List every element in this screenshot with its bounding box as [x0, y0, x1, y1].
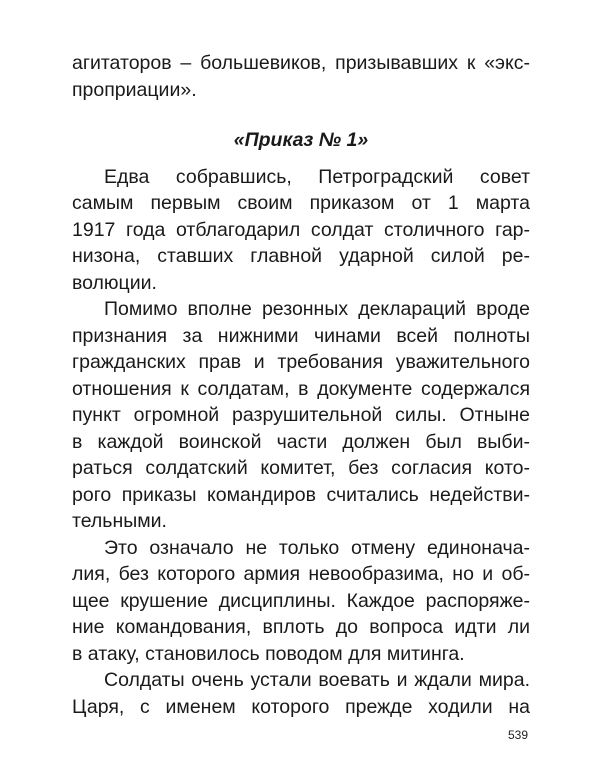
section-heading: «Приказ № 1»	[233, 129, 369, 151]
text-line: Помимо вполне резонных деклараций вроде	[104, 298, 530, 320]
text-line: в каждой воинской части должен был выби-	[72, 430, 530, 453]
paragraph	[72, 296, 530, 535]
text-line: признания за нижними чинами всей полноты	[72, 324, 530, 347]
text-line: проприации».	[72, 78, 197, 101]
page-number: 539	[507, 728, 528, 742]
text-line: раться солдатский комитет, без согласия кото-	[72, 457, 530, 479]
text-line: 1917 года отблагодарил солдат столичного гар-	[72, 218, 530, 241]
text-line: в атаку, становилось поводом для митинга.	[72, 642, 465, 665]
paragraph	[72, 667, 530, 720]
spacer	[72, 103, 530, 127]
page-body	[72, 50, 530, 720]
text-line: щее крушение дисциплины. Каждое распоряже-	[72, 589, 530, 612]
text-line: низона, ставших главной ударной силой ре-	[72, 245, 530, 267]
text-line: пункт огромной разрушительной силы. Отныне	[72, 404, 530, 426]
text-line: гражданских прав и требования уважительного	[72, 351, 530, 373]
text-line: Это означало не только отмену единонача-	[104, 536, 530, 559]
text-line: Солдаты очень устали воевать и ждали мира.	[104, 669, 530, 691]
text-line: Царя, с именем которого прежде ходили на	[72, 695, 530, 718]
text-line: тельными.	[72, 510, 167, 532]
text-line: Едва собравшись, Петроградский совет	[104, 165, 530, 188]
paragraph	[72, 164, 530, 297]
text-line: лия, без которого армия невообразима, но и об-	[72, 563, 530, 585]
intro-paragraph	[72, 50, 530, 103]
text-line: рого приказы командиров считались недействи-	[72, 483, 530, 506]
text-line: волюции.	[72, 271, 157, 294]
paragraph	[72, 535, 530, 668]
text-line: самым первым своим приказом от 1 марта	[72, 192, 530, 214]
text-line: отношения к солдатам, в документе содержался	[72, 377, 530, 400]
text-line: ние командования, вплоть до вопроса идти ли	[72, 616, 530, 638]
text-line: агитаторов – большевиков, призывавших к «экс-	[72, 52, 530, 74]
